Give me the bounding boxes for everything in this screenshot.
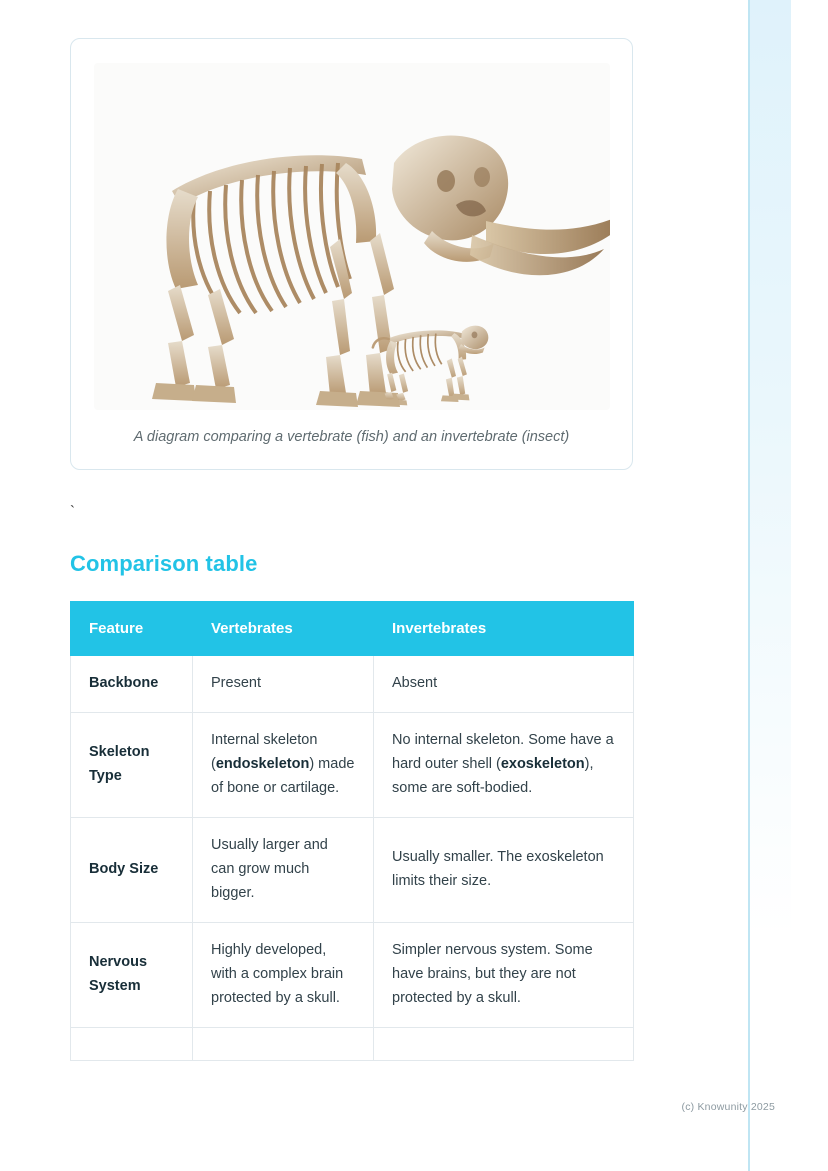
cell-feature: Backbone xyxy=(71,656,193,713)
table-row xyxy=(71,713,634,818)
cell-vertebrates: Usually larger and can grow much bigger. xyxy=(193,817,374,922)
table-row xyxy=(71,656,634,713)
cell-invertebrates: Absent xyxy=(374,656,634,713)
table-body xyxy=(71,656,634,1060)
table-header-feature: Feature xyxy=(71,602,193,656)
cell-vertebrates: Present xyxy=(193,656,374,713)
figure-card xyxy=(70,38,633,470)
cell-feature: Body Size xyxy=(71,817,193,922)
cell-feature xyxy=(71,1027,193,1060)
table-header-vertebrates: Vertebrates xyxy=(193,602,374,656)
document-content xyxy=(70,0,633,1061)
cell-invertebrates: Usually smaller. The exoskeleton limits their size. xyxy=(374,817,634,922)
cell-vertebrates: Highly developed, with a complex brain protected by a skull. xyxy=(193,922,374,1027)
cell-feature: Skeleton Type xyxy=(71,713,193,818)
table-row xyxy=(71,922,634,1027)
right-edge-gradient xyxy=(749,0,791,1171)
skeleton-illustration xyxy=(94,63,610,410)
right-edge-divider xyxy=(748,0,750,1171)
cell-vertebrates xyxy=(193,1027,374,1060)
figure-caption: A diagram comparing a vertebrate (fish) and an invertebrate (insect) xyxy=(133,429,570,445)
cell-vertebrates: Internal skeleton (endoskeleton) made of bone or cartilage. xyxy=(193,713,374,818)
cell-feature: Nervous System xyxy=(71,922,193,1027)
cell-invertebrates xyxy=(374,1027,634,1060)
stray-backtick-text: ` xyxy=(70,503,75,521)
table-header-row xyxy=(71,602,634,656)
comparison-table xyxy=(70,601,634,1060)
footer-credit: (c) Knowunity 2025 xyxy=(681,1101,775,1113)
table-row xyxy=(71,817,634,922)
table-row xyxy=(71,1027,634,1060)
table-header-invertebrates: Invertebrates xyxy=(374,602,634,656)
cell-invertebrates: Simpler nervous system. Some have brains, but they are not protected by a skull. xyxy=(374,922,634,1027)
cell-invertebrates: No internal skeleton. Some have a hard outer shell (exoskeleton), some are soft-bodied. xyxy=(374,713,634,818)
page-title: Comparison table xyxy=(70,551,258,577)
